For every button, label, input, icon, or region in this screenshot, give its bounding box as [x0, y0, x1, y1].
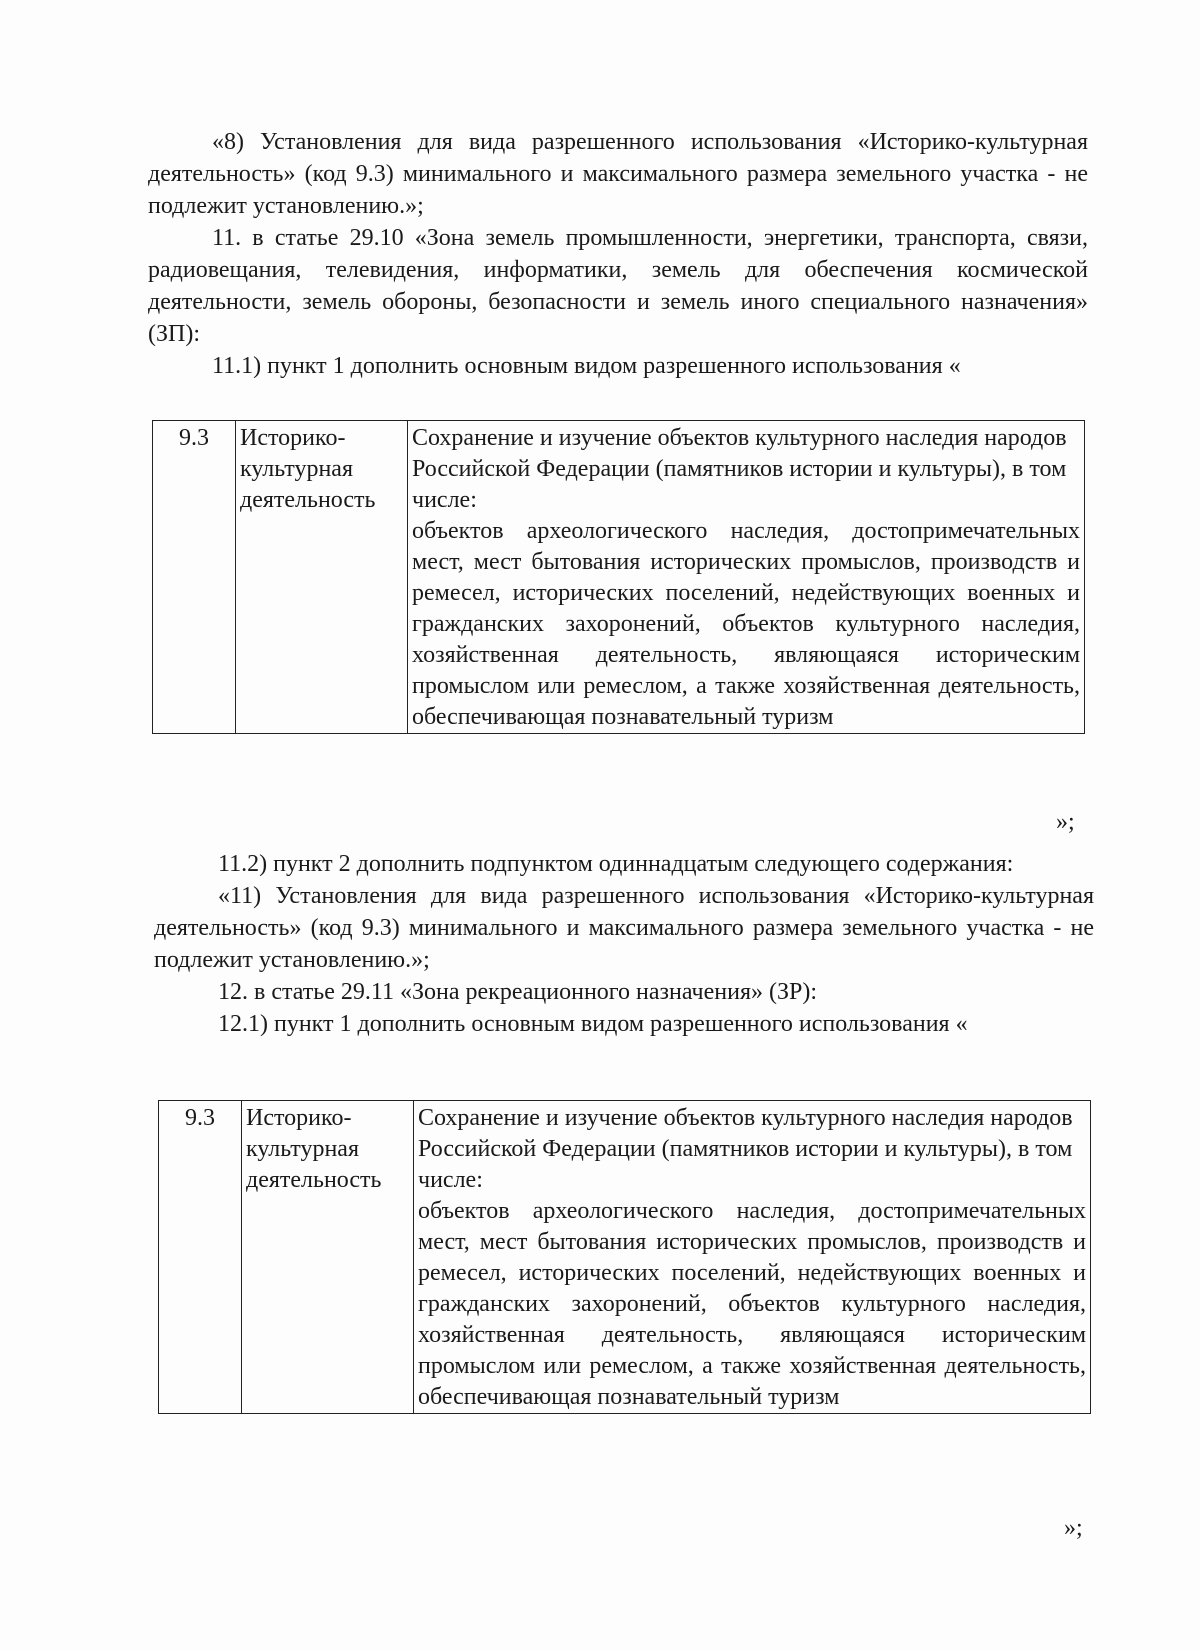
use-description-cell [408, 421, 1085, 734]
use-description-cell [414, 1101, 1091, 1414]
closing-quote-1: »; [1056, 809, 1075, 835]
closing-quote-2: »; [1064, 1515, 1083, 1541]
paragraph-11-quote: «11) Установления для вида разрешенного использования «Историко-культурная деятельность» (код 9.3) минимального и максимального размера земельного участка - не подлежит установлению.»; [154, 883, 1094, 973]
paragraph-8: «8) Установления для вида разрешенного использования «Историко-культурная деятельность» (код 9.3) минимального и максимального размера земельного участка - не подлежит установлению.»; [148, 129, 1088, 219]
use-type-table-2 [158, 1100, 1091, 1414]
use-type-table-1 [152, 420, 1085, 734]
description-list: объектов археологического наследия, достопримечательных мест, мест бытования исторических промыслов, производств и ремесел, исторических поселений, недействующих военных и гражданских захоронений, объектов культурного наследия, хозяйственная деятельность, являющаяся историческим промыслом или ремеслом, а также хозяйственная деятельность, обеспечивающая познавательный туризм [418, 1198, 1086, 1410]
use-name-cell: Историко-культурная деятельность [236, 421, 408, 734]
paragraph-12-1: 12.1) пункт 1 дополнить основным видом разрешенного использования « [218, 1011, 968, 1037]
use-code-cell: 9.3 [153, 421, 236, 734]
paragraph-12: 12. в статье 29.11 «Зона рекреационного назначения» (ЗР): [218, 979, 818, 1005]
section-upper [148, 126, 1088, 382]
description-intro: Сохранение и изучение объектов культурного наследия народов Российской Федерации (памятников истории и культуры), в том числе: [418, 1105, 1073, 1193]
paragraph-11-1: 11.1) пункт 1 дополнить основным видом разрешенного использования « [212, 353, 961, 379]
paragraph-11-2: 11.2) пункт 2 дополнить подпунктом одиннадцатым следующего содержания: [218, 851, 1014, 877]
section-middle [154, 848, 1094, 1040]
use-name-cell: Историко-культурная деятельность [242, 1101, 414, 1414]
description-list: объектов археологического наследия, достопримечательных мест, мест бытования исторических промыслов, производств и ремесел, исторических поселений, недействующих военных и гражданских захоронений, объектов культурного наследия, хозяйственная деятельность, являющаяся историческим промыслом или ремеслом, а также хозяйственная деятельность, обеспечивающая познавательный туризм [412, 518, 1080, 730]
paragraph-11: 11. в статье 29.10 «Зона земель промышленности, энергетики, транспорта, связи, радиовещания, телевидения, информатики, земель для обеспечения космической деятельности, земель обороны, безопасности и земель иного специального назначения» (ЗП): [148, 225, 1088, 347]
table-row [159, 1101, 1091, 1414]
description-intro: Сохранение и изучение объектов культурного наследия народов Российской Федерации (памятников истории и культуры), в том числе: [412, 425, 1067, 513]
use-code-cell: 9.3 [159, 1101, 242, 1414]
table-row [153, 421, 1085, 734]
